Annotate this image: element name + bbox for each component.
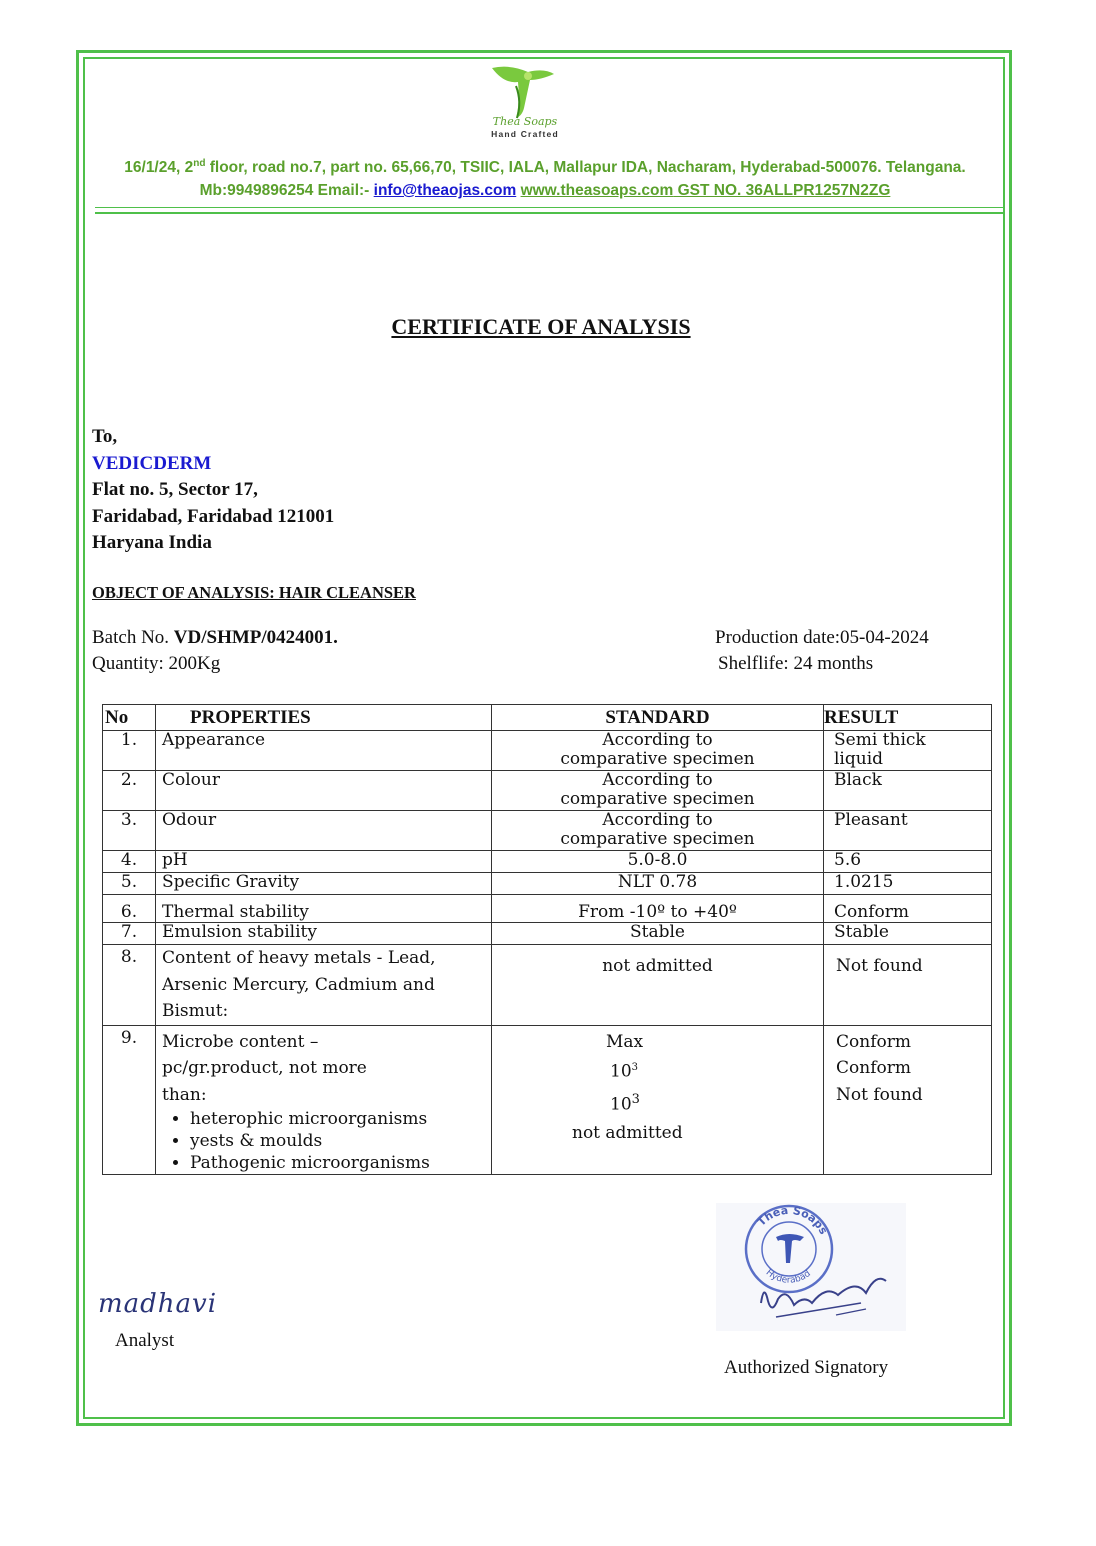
list-item: • heterophic microorganisms <box>190 1108 485 1130</box>
table-row: 1. Appearance According to comparative specimen Semi thick liquid <box>103 731 992 771</box>
shelf-life: Shelflife: 24 months <box>718 653 874 674</box>
list-item: • yests & moulds <box>190 1130 485 1152</box>
company-address: 16/1/24, 2nd floor, road no.7, part no. 65,66,70, TSIIC, IALA, Mallapur IDA, Nacharam, Hyderabad-500076. Telangana. <box>124 158 966 177</box>
table-row: 8. Content of heavy metals - Lead, Arsenic Mercury, Cadmium and Bismut: not admitted Not found <box>103 945 992 1026</box>
table-header-row <box>103 705 992 731</box>
recipient-to: To, <box>92 426 118 447</box>
object-of-analysis: OBJECT OF ANALYSIS: HAIR CLEANSER <box>92 583 416 602</box>
table-row: 4. pH 5.0-8.0 5.6 <box>103 851 992 873</box>
analyst-signature <box>96 1280 256 1330</box>
table-row: 6. Thermal stability From -10º to +40º Conform <box>103 895 992 923</box>
table-row: 2. Colour According to comparative specimen Black <box>103 771 992 811</box>
microbe-list <box>162 1108 485 1174</box>
svg-text:Hyderabad: Hyderabad <box>763 1267 813 1286</box>
email-link[interactable]: info@theaojas.com <box>373 182 517 199</box>
website-link[interactable]: www.theasoaps.com <box>520 182 674 199</box>
company-stamp <box>716 1203 906 1331</box>
svg-text:Hand Crafted: Hand Crafted <box>491 129 559 139</box>
quantity: Quantity: 200Kg <box>92 653 221 674</box>
header-standard: STANDARD <box>492 705 824 731</box>
recipient-line3: Haryana India <box>92 532 212 553</box>
table-row: 5. Specific Gravity NLT 0.78 1.0215 <box>103 873 992 895</box>
header-divider <box>95 207 1005 208</box>
recipient-block <box>92 424 334 557</box>
list-item: • Pathogenic microorganisms <box>190 1152 485 1174</box>
recipient-line1: Flat no. 5, Sector 17, <box>92 479 258 500</box>
table-row: 7. Emulsion stability Stable Stable <box>103 923 992 945</box>
recipient-line2: Faridabad, Faridabad 121001 <box>92 505 335 527</box>
company-logo <box>470 62 580 142</box>
batch-number: Batch No. VD/SHMP/0424001. <box>92 627 338 648</box>
header-no: No <box>103 705 156 731</box>
svg-text:madhavi: madhavi <box>98 1289 218 1319</box>
company-contact: Mb:9949896254 Email:- info@theaojas.com www.theasoaps.com GST NO. 36ALLPR1257N2ZG <box>199 182 891 199</box>
microbe-property-cell: Microbe content – pc/gr.product, not more than: • heterophic microorganisms • yests & moulds • Pathogenic microorganisms <box>156 1025 492 1175</box>
header-properties: PROPERTIES <box>156 705 492 731</box>
microbe-standard-cell: Max $10^3$ $10^3$ not admitted <box>492 1025 824 1175</box>
analyst-label: Analyst <box>115 1330 175 1351</box>
recipient-company: VEDICDERM <box>92 452 212 474</box>
header-result: RESULT <box>824 705 992 731</box>
document-title: CERTIFICATE OF ANALYSIS <box>391 314 691 339</box>
svg-text:Thea Soaps: Thea Soaps <box>492 115 558 128</box>
analysis-table <box>102 704 992 1175</box>
svg-text:Thea Soaps: Thea Soaps <box>754 1203 831 1237</box>
authorized-signatory-label: Authorized Signatory <box>724 1357 889 1378</box>
table-row: 9. Microbe content – pc/gr.product, not more than: • heterophic microorganisms • yests & moulds • Pathogenic microorganisms Max $10^3$ $10^3$ not admitted Conform Conform Not found <box>103 1025 992 1175</box>
production-date: Production date:05-04-2024 <box>715 627 929 648</box>
microbe-result-cell: Conform Conform Not found <box>824 1025 992 1175</box>
table-row: 3. Odour According to comparative specimen Pleasant <box>103 811 992 851</box>
header-divider-thick <box>95 212 1005 214</box>
